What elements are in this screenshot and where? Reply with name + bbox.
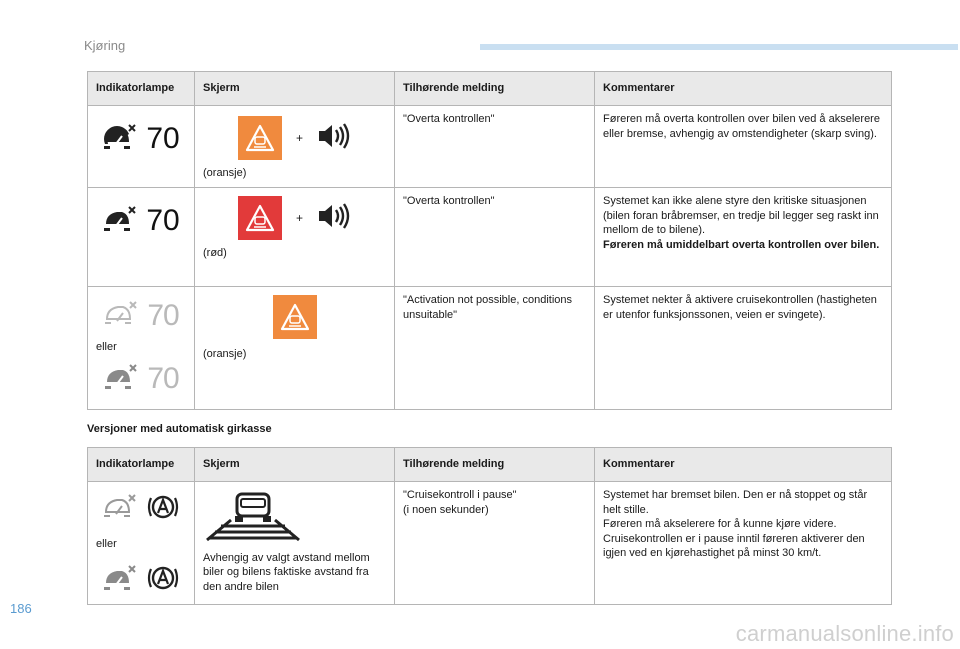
indicator-table-2 bbox=[87, 447, 892, 605]
screen-cell bbox=[195, 188, 395, 287]
table-header-row bbox=[88, 72, 892, 106]
comment-cell: Føreren må overta kontrollen over bilen ved å akselerere eller bremse, avhengig av omstendigheter (skarp sving). bbox=[595, 106, 892, 188]
comment-text: Cruisekontrollen er i pause inntil føreren aktiverer den igjen ved en kjørehastighet på minst 30 km/t. bbox=[603, 532, 865, 559]
header-indicator: Indikatorlampe bbox=[88, 72, 195, 106]
speedometer-outline-icon bbox=[103, 299, 137, 334]
table-row bbox=[88, 106, 892, 188]
speed-value-outline: 70 bbox=[147, 299, 179, 333]
car-distance-icon bbox=[203, 490, 386, 547]
sound-icon bbox=[317, 121, 351, 156]
message-cell: "Overta kontrollen" bbox=[395, 106, 595, 188]
plus-sign: + bbox=[295, 210, 303, 225]
header-bar bbox=[480, 44, 958, 50]
speed-value-outline: 70 bbox=[147, 362, 179, 396]
page-number: 186 bbox=[10, 601, 32, 616]
header-title: Kjøring bbox=[84, 38, 126, 53]
indicator-table-1 bbox=[87, 71, 892, 410]
screen-caption: (rød) bbox=[203, 247, 227, 259]
indicator-cell bbox=[88, 106, 195, 188]
speed-value: 70 bbox=[146, 122, 180, 156]
indicator-cell bbox=[88, 482, 195, 605]
comment-cell: Systemet nekter å aktivere cruisekontrollen (hastigheten er utenfor funksjonssonen, veien er svingete). bbox=[595, 287, 892, 410]
sound-icon bbox=[317, 201, 351, 236]
speed-value: 70 bbox=[146, 204, 180, 238]
plus-sign: + bbox=[295, 130, 303, 145]
table-row bbox=[88, 287, 892, 410]
speedometer-grey-icon bbox=[103, 362, 137, 397]
collision-warning-icon bbox=[238, 116, 282, 160]
auto-hold-icon bbox=[146, 563, 180, 598]
collision-alert-icon bbox=[238, 196, 282, 240]
comment-text: Systemet har bremset bilen. Den er nå stoppet og står helt stille. bbox=[603, 489, 868, 516]
message-cell: "Overta kontrollen" bbox=[395, 188, 595, 287]
collision-warning-icon bbox=[273, 295, 317, 339]
screen-cell bbox=[195, 106, 395, 188]
comment-cell bbox=[595, 482, 892, 605]
header-screen: Skjerm bbox=[195, 448, 395, 482]
speedometer-alert-icon bbox=[102, 122, 136, 157]
screen-caption: (oransje) bbox=[203, 348, 247, 360]
comment-text: Systemet kan ikke alene styre den kritiske situasjonen (bilen foran bråbremser, en tredje bil legger seg raskt inn mellom de to bilene). bbox=[603, 195, 879, 236]
comment-text: Føreren må akselerere for å kunne kjøre videre. bbox=[603, 518, 837, 530]
table-header-row bbox=[88, 448, 892, 482]
auto-hold-icon bbox=[146, 492, 180, 527]
table-row bbox=[88, 482, 892, 605]
header-screen: Skjerm bbox=[195, 72, 395, 106]
screen-caption: (oransje) bbox=[203, 167, 247, 179]
comment-bold-text: Føreren må umiddelbart overta kontrollen over bilen. bbox=[603, 238, 880, 251]
screen-cell bbox=[195, 287, 395, 410]
screen-caption: Avhengig av valgt avstand mellom biler og bilens faktiske avstand fra den andre bilen bbox=[203, 551, 370, 593]
comment-cell bbox=[595, 188, 892, 287]
speedometer-grey-icon bbox=[102, 563, 136, 598]
screen-cell bbox=[195, 482, 395, 605]
header-comment: Kommentarer bbox=[595, 448, 892, 482]
header-indicator: Indikatorlampe bbox=[88, 448, 195, 482]
message-cell: "Activation not possible, conditions unsuitable" bbox=[395, 287, 595, 410]
message-text: "Cruisekontroll i pause" bbox=[403, 489, 517, 501]
or-label: eller bbox=[96, 537, 117, 550]
header-comment: Kommentarer bbox=[595, 72, 892, 106]
header-message: Tilhørende melding bbox=[395, 72, 595, 106]
table-row bbox=[88, 188, 892, 287]
section-title: Versjoner med automatisk girkasse bbox=[87, 423, 272, 435]
message-cell bbox=[395, 482, 595, 605]
speedometer-alert-icon bbox=[102, 204, 136, 239]
indicator-cell bbox=[88, 287, 195, 410]
or-label: eller bbox=[96, 340, 117, 353]
speedometer-outline-icon bbox=[102, 492, 136, 527]
header-message: Tilhørende melding bbox=[395, 448, 595, 482]
indicator-cell bbox=[88, 188, 195, 287]
message-subtext: (i noen sekunder) bbox=[403, 503, 489, 516]
watermark: carmanualsonline.info bbox=[735, 621, 954, 646]
